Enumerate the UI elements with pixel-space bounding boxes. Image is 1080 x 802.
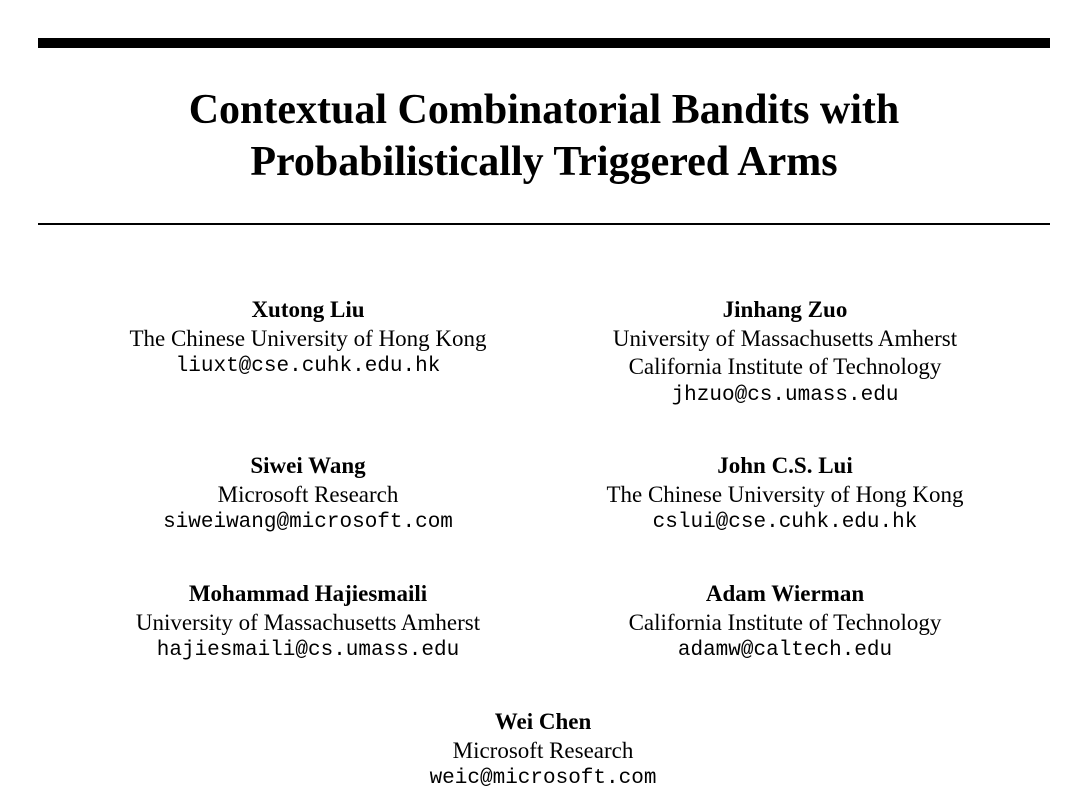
- author-name: Siwei Wang: [250, 453, 366, 478]
- author-affiliation: Microsoft Research: [217, 481, 399, 507]
- author-john-lui: [525, 452, 1045, 538]
- top-rule: [38, 38, 1050, 48]
- author-affiliation: California Institute of Technology: [628, 609, 942, 635]
- author-affiliation: The Chinese University of Hong Kong: [606, 481, 964, 507]
- author-affiliation: California Institute of Technology: [628, 354, 942, 379]
- author-affiliation: University of Massachusetts Amherst: [135, 609, 481, 635]
- author-name: Xutong Liu: [251, 297, 365, 322]
- author-email: liuxt@cse.cuhk.edu.hk: [175, 355, 441, 378]
- author-affiliation: University of Massachusetts Amherst: [612, 325, 958, 351]
- author-email: adamw@caltech.edu: [677, 639, 893, 662]
- author-mohammad-hajiesmaili: [48, 580, 568, 666]
- author-name: John C.S. Lui: [717, 453, 853, 478]
- author-email: hajiesmaili@cs.umass.edu: [156, 639, 460, 662]
- title-line-1: Contextual Combinatorial Bandits with: [188, 87, 900, 133]
- author-email: jhzuo@cs.umass.edu: [671, 383, 899, 407]
- author-siwei-wang: [48, 452, 568, 538]
- paper-title: [38, 84, 1050, 188]
- title-rule: [38, 223, 1050, 225]
- author-wei-chen: [283, 708, 803, 794]
- author-jinhang-zuo: [525, 296, 1045, 410]
- author-email: weic@microsoft.com: [429, 767, 657, 790]
- author-affiliation: Microsoft Research: [452, 737, 634, 763]
- author-email: cslui@cse.cuhk.edu.hk: [652, 511, 918, 534]
- author-name: Mohammad Hajiesmaili: [188, 581, 428, 606]
- author-xutong-liu: [48, 296, 568, 382]
- author-name: Adam Wierman: [705, 581, 865, 606]
- author-affiliation: The Chinese University of Hong Kong: [129, 325, 487, 351]
- author-adam-wierman: [525, 580, 1045, 666]
- author-name: Wei Chen: [494, 709, 592, 734]
- author-name: Jinhang Zuo: [722, 297, 848, 322]
- author-email: siweiwang@microsoft.com: [163, 511, 453, 534]
- title-line-2: Probabilistically Triggered Arms: [250, 139, 838, 185]
